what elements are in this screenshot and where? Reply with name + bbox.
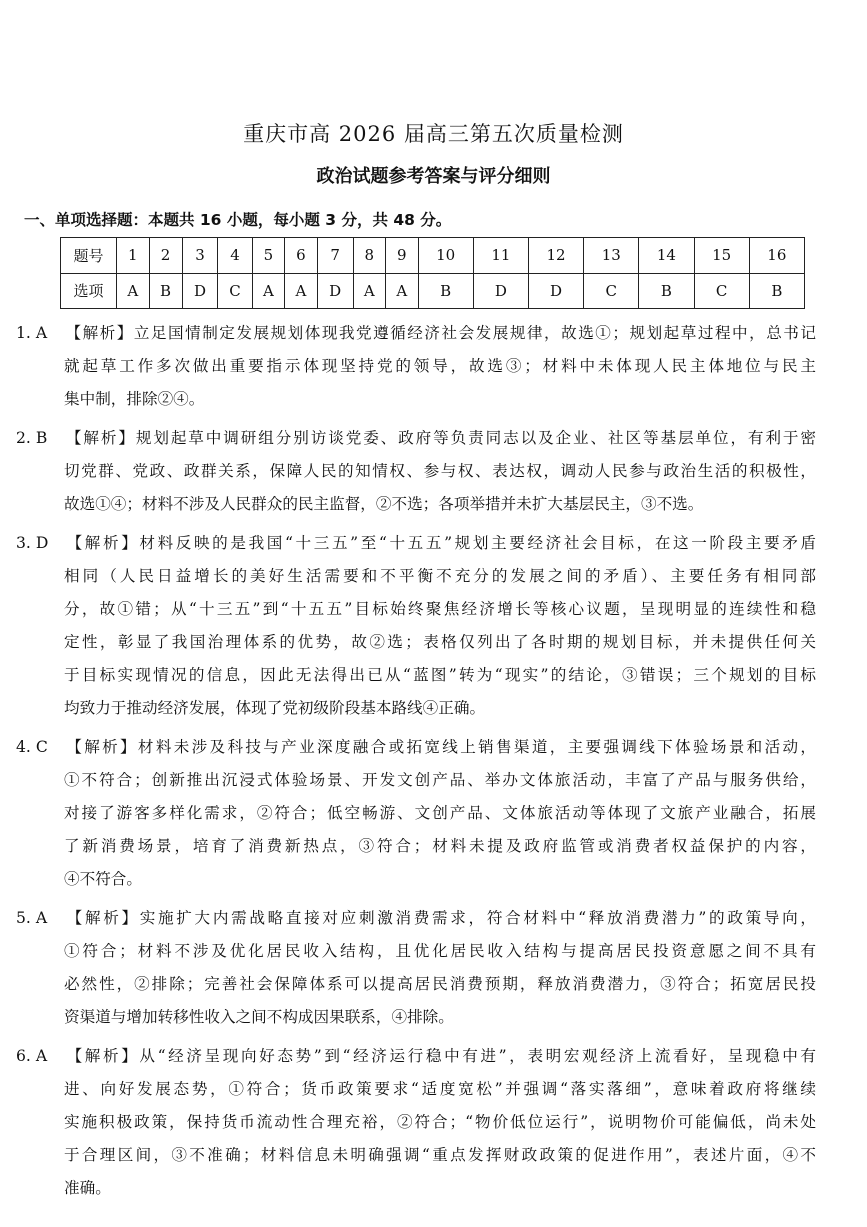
explanation-line: 切党群、党政、政群关系，保障人民的知情权、参与权、表达权，调动人民参与政治生活的积极性，: [64, 462, 816, 480]
section-heading: 一、单项选择题：本题共 16 小题，每小题 3 分，共 48 分。: [24, 211, 452, 229]
answer-cell: D: [317, 273, 353, 309]
explanation-line: 就起草工作多次做出重要指示体现坚持党的领导，故选③；材料中未体现人民主体地位与民主: [64, 357, 816, 375]
answer-number: 4. C: [16, 738, 48, 756]
explanation-line: 资渠道与增加转移性收入之间不构成因果联系，④排除。: [64, 1008, 454, 1026]
explanation-text: 【解析】规划起草中调研组分别访谈党委、政府等负责同志以及企业、社区等基层单位，有利于密: [64, 429, 816, 447]
answer-cell: A: [353, 273, 386, 309]
row-label-number: 题号: [61, 238, 117, 274]
question-number-cell: 9: [386, 238, 419, 274]
answer-cell: D: [473, 273, 528, 309]
explanation-line: 集中制，排除②④。: [64, 390, 205, 408]
answer-cell: A: [252, 273, 285, 309]
question-number-cell: 4: [218, 238, 252, 274]
explanation-line: [16, 731, 816, 764]
explanation-line: 相同（人民日益增长的美好生活需要和不平衡不充分的发展之间的矛盾）、主要任务有相同部: [64, 567, 816, 585]
answer-number: 5. A: [16, 909, 48, 927]
explanation-line: ①不符合；创新推出沉浸式体验场景、开发文创产品、举办文体旅活动，丰富了产品与服务供给，: [64, 771, 816, 789]
explanation-line: 准确。: [64, 1179, 111, 1197]
answer-cell: B: [749, 273, 804, 309]
answer-table-number-row: [61, 238, 805, 274]
answer-table-answer-row: [61, 273, 805, 309]
explanation-item: [16, 422, 816, 521]
explanation-line: 故选①④；材料不涉及人民群众的民主监督，②不选；各项举措并未扩大基层民主，③不选。: [64, 495, 704, 513]
question-number-cell: 6: [285, 238, 318, 274]
answer-cell: A: [386, 273, 419, 309]
explanation-line: 分，故①错；从“十三五”到“十五五”目标始终聚焦经济增长等核心议题，呈现明显的连续性和稳: [64, 600, 816, 618]
explanation-line: ④不符合。: [64, 870, 142, 888]
explanation-line: 于合理区间，③不准确；材料信息未明确强调“重点发挥财政政策的促进作用”，表述片面，④不: [64, 1146, 816, 1164]
explanation-list: [16, 317, 816, 1211]
explanation-line: ①符合；材料不涉及优化居民收入结构，且优化居民收入结构与提高居民投资意愿之间不具有: [64, 942, 816, 960]
explanation-text: 【解析】从“经济呈现向好态势”到“经济运行稳中有进”，表明宏观经济上流看好，呈现稳中有: [64, 1047, 816, 1065]
answer-cell: C: [694, 273, 749, 309]
explanation-item: [16, 527, 816, 725]
question-number-cell: 13: [584, 238, 639, 274]
explanation-text: 【解析】材料未涉及科技与产业深度融合或拓宽线上销售渠道，主要强调线下体验场景和活动，: [64, 738, 816, 756]
question-number-cell: 15: [694, 238, 749, 274]
answer-cell: A: [285, 273, 318, 309]
answer-cell: A: [117, 273, 150, 309]
answer-cell: C: [584, 273, 639, 309]
explanation-line: [16, 527, 816, 560]
explanation-line: [16, 422, 816, 455]
explanation-item: [16, 1040, 816, 1205]
question-number-cell: 11: [473, 238, 528, 274]
explanation-item: [16, 902, 816, 1034]
question-number-cell: 12: [528, 238, 583, 274]
question-number-cell: 8: [353, 238, 386, 274]
answer-cell: D: [182, 273, 218, 309]
explanation-text: 【解析】材料反映的是我国“十三五”至“十五五”规划主要经济社会目标，在这一阶段主要矛盾: [64, 534, 816, 552]
explanation-line: 对接了游客多样化需求，②符合；低空畅游、文创产品、文体旅活动等体现了文旅产业融合，拓展: [64, 804, 816, 822]
document-title: 重庆市高 2026 届高三第五次质量检测: [243, 122, 624, 146]
explanation-line: 必然性，②排除；完善社会保障体系可以提高居民消费预期，释放消费潜力，③符合；拓宽居民投: [64, 975, 816, 993]
explanation-line: 均致力于推动经济发展，体现了党初级阶段基本路线④正确。: [64, 699, 486, 717]
explanation-text: 【解析】立足国情制定发展规划体现我党遵循经济社会发展规律，故选①；规划起草过程中，总书记: [64, 324, 816, 342]
answer-number: 6. A: [16, 1047, 48, 1065]
answer-number: 3. D: [16, 534, 49, 552]
question-number-cell: 2: [149, 238, 182, 274]
answer-cell: B: [149, 273, 182, 309]
answer-cell: B: [639, 273, 694, 309]
question-number-cell: 10: [418, 238, 473, 274]
answer-cell: B: [418, 273, 473, 309]
row-label-answer: 选项: [61, 273, 117, 309]
answer-number: 1. A: [16, 324, 48, 342]
explanation-item: [16, 731, 816, 896]
question-number-cell: 5: [252, 238, 285, 274]
explanation-line: 定性，彰显了我国治理体系的优势，故②选；表格仅列出了各时期的规划目标，并未提供任何关: [64, 633, 816, 651]
question-number-cell: 14: [639, 238, 694, 274]
explanation-line: 于目标实现情况的信息，因此无法得出已从“蓝图”转为“现实”的结论，③错误；三个规划的目标: [64, 666, 816, 684]
explanation-line: 实施积极政策，保持货币流动性合理充裕，②符合；“物价低位运行”，说明物价可能偏低，尚未处: [64, 1113, 816, 1131]
explanation-line: [16, 902, 816, 935]
answer-cell: C: [218, 273, 252, 309]
question-number-cell: 16: [749, 238, 804, 274]
explanation-line: 进、向好发展态势，①符合；货币政策要求“适度宽松”并强调“落实落细”，意味着政府将继续: [64, 1080, 816, 1098]
question-number-cell: 1: [117, 238, 150, 274]
answer-table: [60, 237, 805, 309]
question-number-cell: 3: [182, 238, 218, 274]
explanation-line: [16, 1040, 816, 1073]
question-number-cell: 7: [317, 238, 353, 274]
document-subtitle: 政治试题参考答案与评分细则: [316, 166, 551, 187]
answer-number: 2. B: [16, 429, 48, 447]
answer-cell: D: [528, 273, 583, 309]
explanation-text: 【解析】实施扩大内需战略直接对应刺激消费需求，符合材料中“释放消费潜力”的政策导向，: [64, 909, 816, 927]
explanation-item: [16, 317, 816, 416]
explanation-line: [16, 317, 816, 350]
explanation-line: 了新消费场景，培育了消费新热点，③符合；材料未提及政府监管或消费者权益保护的内容，: [64, 837, 816, 855]
